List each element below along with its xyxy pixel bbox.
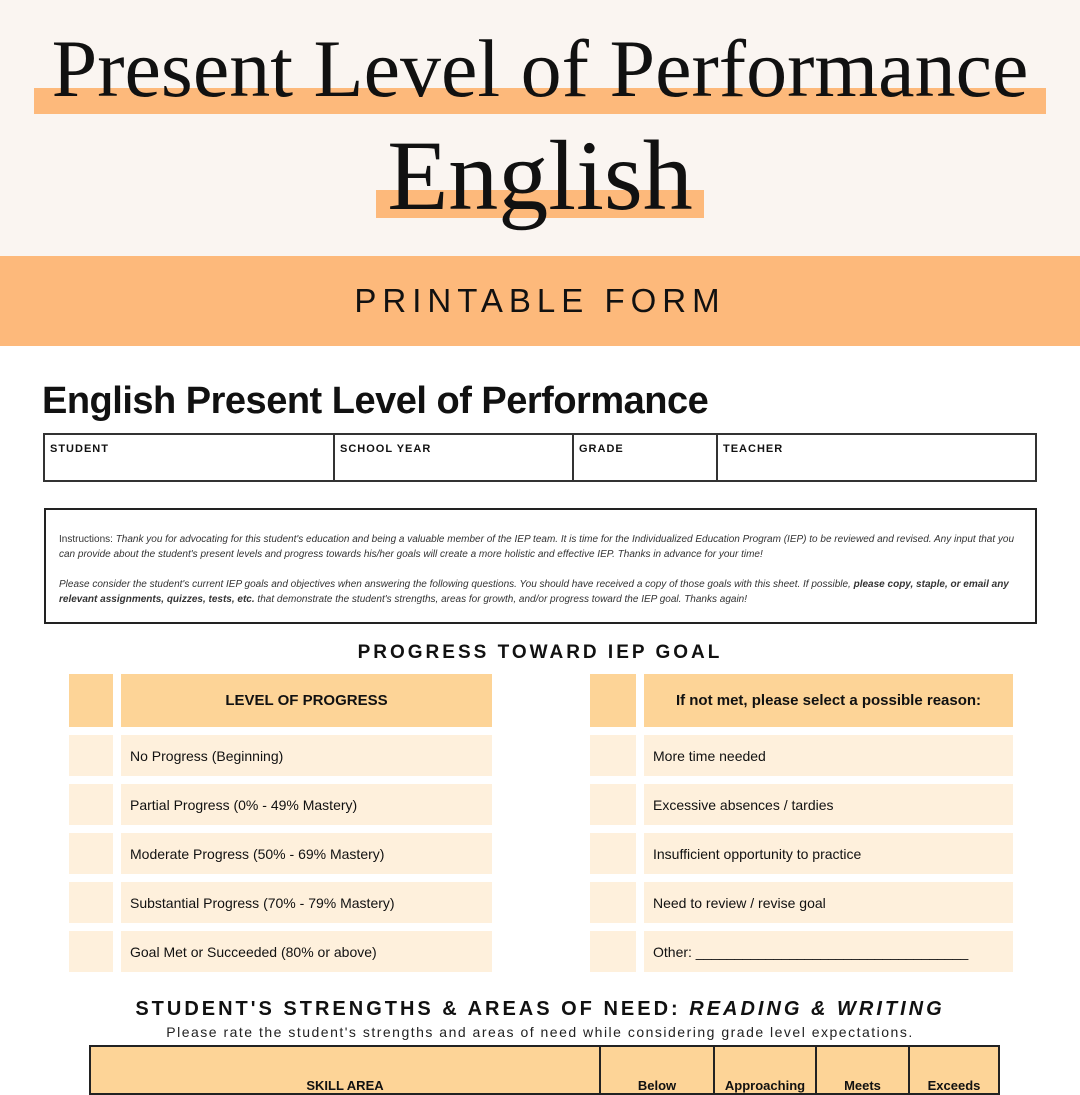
teacher-field[interactable]: TEACHER	[723, 443, 784, 455]
strengths-title-text: STUDENT'S STRENGTHS & AREAS OF NEED:	[135, 998, 690, 1020]
strengths-title	[0, 998, 1080, 1021]
reason-checkbox[interactable]	[590, 784, 636, 825]
progress-option: Partial Progress (0% - 49% Mastery)	[121, 784, 492, 825]
progress-title: PROGRESS TOWARD IEP GOAL	[357, 642, 723, 663]
col-exceeds: Exceeds	[927, 1078, 981, 1093]
progress-checkbox[interactable]	[69, 735, 113, 776]
school-year-field[interactable]: SCHOOL YEAR	[335, 435, 574, 480]
reason-option: More time needed	[644, 735, 1013, 776]
reason-checkbox[interactable]	[590, 931, 636, 972]
progress-option: No Progress (Beginning)	[121, 735, 492, 776]
reason-option: Insufficient opportunity to practice	[644, 833, 1013, 874]
col-approaching: Approaching	[715, 1047, 817, 1093]
col-below: Below	[601, 1047, 715, 1093]
instructions-label: Instructions:	[59, 534, 113, 545]
instructions-text: Please consider the student's current IEP goals and objectives when answering the following questions. You should have received a copy of those goals with this sheet. If possible,	[59, 579, 854, 590]
instructions-box	[44, 508, 1037, 624]
progress-checkbox[interactable]	[69, 931, 113, 972]
progress-option: Moderate Progress (50% - 69% Mastery)	[121, 833, 492, 874]
title-line-2: English	[387, 120, 693, 231]
reason-header: If not met, please select a possible reason:	[644, 674, 1013, 727]
reason-option: Need to review / revise goal	[644, 882, 1013, 923]
progress-option: Substantial Progress (70% - 79% Mastery)	[121, 882, 492, 923]
title-line-1: Present Level of Performance	[51, 23, 1029, 114]
col-skill-area: SKILL AREA	[91, 1047, 601, 1093]
strengths-title-emphasis: READING & WRITING	[689, 998, 945, 1020]
progress-checkbox[interactable]	[69, 833, 113, 874]
instructions-text: Thank you for advocating for this student's education and being a valuable member of the IEP team. It is time for the Individualized Education Program (IEP) to be reviewed and revised. Any input that you can provide about the student's present levels and progress towards his/her goals will create a more holistic and effective IEP. Thanks in advance for your time!	[59, 534, 1015, 560]
progress-checkbox[interactable]	[69, 784, 113, 825]
grade-field[interactable]: GRADE	[574, 435, 718, 480]
level-of-progress-header: LEVEL OF PROGRESS	[121, 674, 492, 727]
reason-option: Excessive absences / tardies	[644, 784, 1013, 825]
progress-option: Goal Met or Succeeded (80% or above)	[121, 931, 492, 972]
progress-checkbox[interactable]	[69, 882, 113, 923]
reason-checkbox[interactable]	[590, 833, 636, 874]
instructions-bold: please copy, staple, or email any relevant assignments, quizzes, tests, etc.	[59, 579, 1009, 605]
student-info-table	[43, 433, 1037, 482]
form-heading: English Present Level of Performance	[42, 380, 709, 422]
reason-option: Other: ___________________________________	[644, 931, 1013, 972]
instructions-text: that demonstrate the student's strengths, areas for growth, and/or progress toward the IEP goal. Thanks again!	[254, 594, 748, 605]
col-meets: Meets	[817, 1047, 910, 1093]
reason-checkbox[interactable]	[590, 735, 636, 776]
strengths-subtitle: Please rate the student's strengths and areas of need while considering grade level expectations.	[166, 1024, 914, 1040]
printable-form-band: PRINTABLE FORM	[0, 256, 1080, 346]
checkbox-header	[590, 674, 636, 727]
student-field[interactable]: STUDENT	[45, 435, 335, 480]
skill-table-header	[89, 1045, 1000, 1095]
checkbox-header	[69, 674, 113, 727]
reason-checkbox[interactable]	[590, 882, 636, 923]
